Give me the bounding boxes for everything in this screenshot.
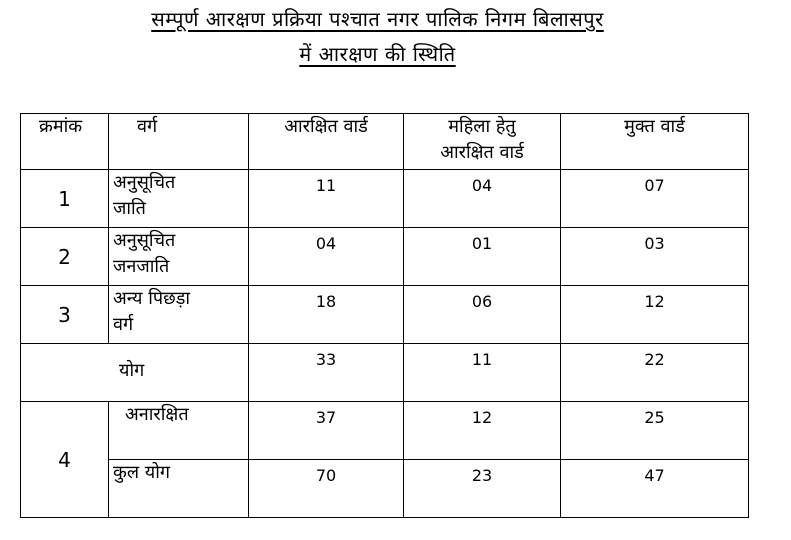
free-value: 12: [561, 286, 749, 344]
subtotal-reserved: 33: [249, 344, 404, 402]
header-women-line-1: महिला हेतु: [448, 116, 516, 137]
document-title-line-1: सम्पूर्ण आरक्षण प्रक्रिया पश्चात नगर पालिक निगम बिलासपुर: [151, 7, 604, 31]
header-category: वर्ग: [109, 114, 249, 170]
subtotal-women: 11: [404, 344, 561, 402]
subtotal-row: [21, 344, 749, 402]
header-women-reserved: [404, 114, 561, 170]
table-row: [21, 170, 749, 228]
total-reserved: 70: [249, 460, 404, 518]
document-title-line-2: में आरक्षण की स्थिति: [299, 42, 456, 66]
unreserved-free: 25: [561, 402, 749, 460]
header-serial: क्रमांक: [21, 114, 109, 170]
table-row: [21, 228, 749, 286]
category-line-2: जनजाति: [113, 256, 170, 277]
reserved-value: 04: [249, 228, 404, 286]
subtotal-label: योग: [21, 344, 249, 402]
total-free: 47: [561, 460, 749, 518]
serial-number: 2: [21, 228, 109, 286]
serial-number: 3: [21, 286, 109, 344]
unreserved-reserved: 37: [249, 402, 404, 460]
category-line-1: अनुसूचित: [113, 172, 176, 193]
reserved-value: 11: [249, 170, 404, 228]
category-line-2: वर्ग: [113, 314, 134, 335]
women-value: 01: [404, 228, 561, 286]
header-row: [21, 114, 749, 170]
total-row: [21, 460, 749, 518]
header-reserved: आरक्षित वार्ड: [249, 114, 404, 170]
women-value: 06: [404, 286, 561, 344]
header-free: मुक्त वार्ड: [561, 114, 749, 170]
category-cell: [109, 286, 249, 344]
category-cell: [109, 170, 249, 228]
subtotal-free: 22: [561, 344, 749, 402]
table-row: [21, 286, 749, 344]
unreserved-women: 12: [404, 402, 561, 460]
reservation-table: [20, 113, 749, 518]
category-line-1: अन्य पिछड़ा: [113, 288, 191, 309]
women-value: 04: [404, 170, 561, 228]
serial-number: 4: [21, 402, 109, 518]
unreserved-label: अनारक्षित: [109, 402, 249, 460]
reserved-value: 18: [249, 286, 404, 344]
free-value: 07: [561, 170, 749, 228]
header-women-line-2: आरक्षित वार्ड: [440, 142, 524, 163]
serial-number: 1: [21, 170, 109, 228]
category-cell: [109, 228, 249, 286]
category-line-1: अनुसूचित: [113, 230, 176, 251]
total-label: कुल योग: [109, 460, 249, 518]
unreserved-row: [21, 402, 749, 460]
total-women: 23: [404, 460, 561, 518]
category-line-2: जाति: [113, 198, 146, 219]
free-value: 03: [561, 228, 749, 286]
